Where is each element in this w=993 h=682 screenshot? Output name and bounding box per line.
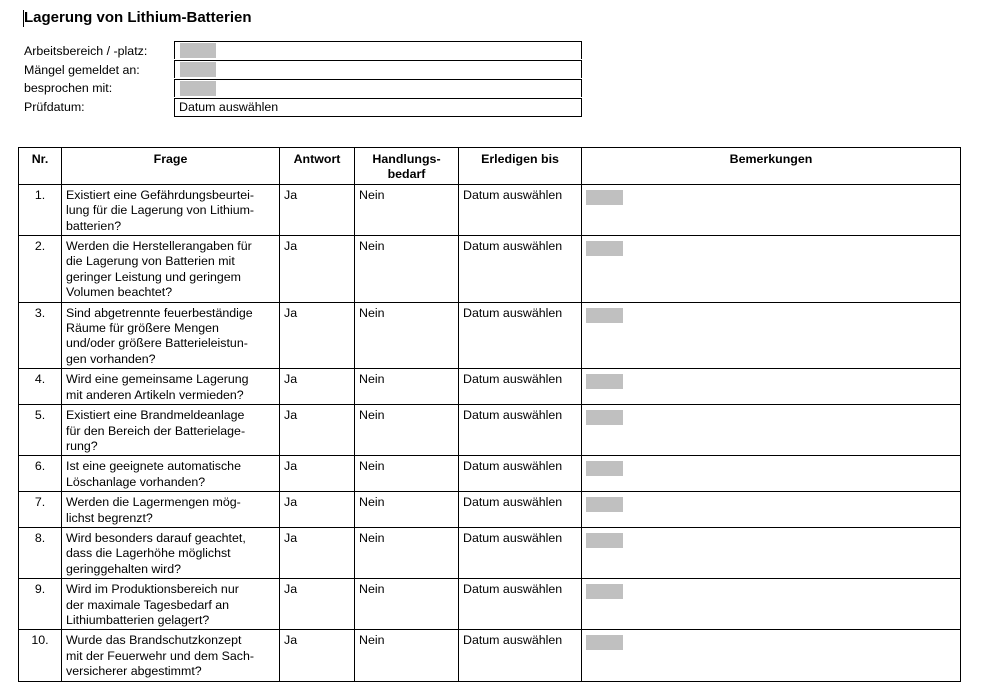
question-line: Räume für größere Mengen (66, 321, 219, 336)
header-nr: Nr. (19, 148, 62, 185)
question-line: versicherer abgestimmt? (66, 664, 202, 679)
meta-label-arbeitsbereich: Arbeitsbereich / -platz: (24, 44, 148, 58)
question-line: Ist eine geeignete automatische (66, 459, 241, 474)
empty-field-placeholder[interactable] (180, 43, 216, 58)
table-row (19, 236, 961, 303)
question-line: die Lagerung von Batterien mit (66, 254, 235, 269)
handlungsbedarf-dropdown[interactable]: Nein (355, 630, 459, 681)
table-row (19, 630, 961, 681)
empty-field-placeholder[interactable] (586, 190, 623, 205)
question-line: für den Bereich der Batterielage- (66, 423, 246, 438)
document-title: Lagerung von Lithium-Batterien (24, 9, 252, 26)
table-row (19, 456, 961, 492)
bemerkungen-cell (582, 184, 961, 235)
erledigen-date-picker[interactable]: Datum auswählen (459, 492, 582, 528)
header-bemerkungen: Bemerkungen (582, 148, 961, 185)
row-number: 9. (19, 579, 62, 630)
row-number: 4. (19, 369, 62, 405)
question-line: Löschanlage vorhanden? (66, 474, 206, 489)
question-line: und/oder größere Batterieleistun- (66, 336, 248, 351)
answer-dropdown[interactable]: Ja (280, 579, 355, 630)
question-text (62, 492, 280, 528)
handlungsbedarf-dropdown[interactable]: Nein (355, 184, 459, 235)
bemerkungen-cell (582, 369, 961, 405)
bemerkungen-cell (582, 630, 961, 681)
question-line: geringgehalten wird? (66, 561, 182, 576)
question-text (62, 236, 280, 303)
meta-label-besprochen: besprochen mit: (24, 81, 113, 95)
row-number: 6. (19, 456, 62, 492)
answer-dropdown[interactable]: Ja (280, 630, 355, 681)
table-row (19, 527, 961, 578)
bemerkungen-cell (582, 579, 961, 630)
arbeitsbereich-field[interactable] (174, 41, 582, 59)
table-header-row (19, 148, 961, 185)
answer-dropdown[interactable]: Ja (280, 184, 355, 235)
row-number: 3. (19, 302, 62, 369)
question-line: Wird im Produktionsbereich nur (66, 582, 239, 597)
erledigen-date-picker[interactable]: Datum auswählen (459, 630, 582, 681)
answer-dropdown[interactable]: Ja (280, 302, 355, 369)
bemerkungen-cell (582, 405, 961, 456)
empty-field-placeholder[interactable] (586, 308, 623, 323)
question-line: lichst begrenzt? (66, 510, 153, 525)
question-text (62, 302, 280, 369)
question-line: Wird eine gemeinsame Lagerung (66, 372, 249, 387)
question-line: Werden die Herstellerangaben für (66, 239, 252, 254)
handlungsbedarf-dropdown[interactable]: Nein (355, 456, 459, 492)
answer-dropdown[interactable]: Ja (280, 456, 355, 492)
empty-field-placeholder[interactable] (586, 635, 623, 650)
question-line: Werden die Lagermengen mög- (66, 495, 241, 510)
bemerkungen-cell (582, 236, 961, 303)
question-line: lung für die Lagerung von Lithium- (66, 203, 255, 218)
question-line: Lithiumbatterien gelagert? (66, 612, 210, 627)
question-line: Wird besonders darauf geachtet, (66, 530, 246, 545)
bemerkungen-cell (582, 527, 961, 578)
question-line: batterien? (66, 218, 122, 233)
question-line: Existiert eine Brandmeldeanlage (66, 408, 245, 423)
table-row (19, 492, 961, 528)
question-line: Sind abgetrennte feuerbeständige (66, 305, 253, 320)
header-frage: Frage (62, 148, 280, 185)
erledigen-date-picker[interactable]: Datum auswählen (459, 405, 582, 456)
bemerkungen-cell (582, 456, 961, 492)
question-line: dass die Lagerhöhe möglichst (66, 546, 231, 561)
answer-dropdown[interactable]: Ja (280, 369, 355, 405)
row-number: 8. (19, 527, 62, 578)
question-text (62, 579, 280, 630)
meta-label-maengel: Mängel gemeldet an: (24, 63, 140, 77)
table-row (19, 405, 961, 456)
handlungsbedarf-dropdown[interactable]: Nein (355, 492, 459, 528)
bemerkungen-cell (582, 492, 961, 528)
checklist-table (18, 147, 961, 682)
empty-field-placeholder[interactable] (586, 584, 623, 599)
erledigen-date-picker[interactable]: Datum auswählen (459, 302, 582, 369)
question-line: rung? (66, 438, 98, 453)
header-handlungsbedarf: Handlungs- bedarf (355, 148, 459, 185)
handlungsbedarf-dropdown[interactable]: Nein (355, 369, 459, 405)
question-text (62, 369, 280, 405)
maengel-field[interactable] (174, 60, 582, 78)
table-row (19, 302, 961, 369)
erledigen-date-picker[interactable]: Datum auswählen (459, 579, 582, 630)
empty-field-placeholder[interactable] (586, 241, 623, 256)
question-line: mit anderen Artikeln vermieden? (66, 387, 244, 402)
row-number: 1. (19, 184, 62, 235)
question-line: geringer Leistung und geringem (66, 269, 241, 284)
handlungsbedarf-dropdown[interactable]: Nein (355, 236, 459, 303)
besprochen-field[interactable] (174, 79, 582, 97)
erledigen-date-picker[interactable]: Datum auswählen (459, 527, 582, 578)
question-text (62, 527, 280, 578)
table-row (19, 579, 961, 630)
question-text (62, 456, 280, 492)
question-line: gen vorhanden? (66, 351, 156, 366)
handlungsbedarf-dropdown[interactable]: Nein (355, 527, 459, 578)
answer-dropdown[interactable]: Ja (280, 492, 355, 528)
question-text (62, 405, 280, 456)
question-line: Wurde das Brandschutzkonzept (66, 633, 242, 648)
question-line: der maximale Tagesbedarf an (66, 597, 230, 612)
empty-field-placeholder[interactable] (586, 497, 623, 512)
table-row (19, 369, 961, 405)
row-number: 10. (19, 630, 62, 681)
erledigen-date-picker[interactable]: Datum auswählen (459, 236, 582, 303)
erledigen-date-picker[interactable]: Datum auswählen (459, 369, 582, 405)
handlungsbedarf-dropdown[interactable]: Nein (355, 579, 459, 630)
empty-field-placeholder[interactable] (180, 62, 216, 77)
empty-field-placeholder[interactable] (586, 461, 623, 476)
header-antwort: Antwort (280, 148, 355, 185)
question-line: Volumen beachtet? (66, 285, 173, 300)
row-number: 5. (19, 405, 62, 456)
bemerkungen-cell (582, 302, 961, 369)
answer-dropdown[interactable]: Ja (280, 405, 355, 456)
question-text (62, 184, 280, 235)
erledigen-date-picker[interactable]: Datum auswählen (459, 456, 582, 492)
row-number: 2. (19, 236, 62, 303)
table-row (19, 184, 961, 235)
question-line: Existiert eine Gefährdungsbeurtei- (66, 187, 255, 202)
question-line: mit der Feuerwehr und dem Sach- (66, 648, 255, 663)
question-text (62, 630, 280, 681)
handlungsbedarf-dropdown[interactable]: Nein (355, 405, 459, 456)
header-erledigen: Erledigen bis (459, 148, 582, 185)
meta-label-pruefdatum: Prüfdatum: (24, 100, 85, 114)
empty-field-placeholder[interactable] (586, 533, 623, 548)
erledigen-date-picker[interactable]: Datum auswählen (459, 184, 582, 235)
pruefdatum-field[interactable] (174, 98, 582, 117)
empty-field-placeholder[interactable] (586, 410, 623, 425)
date-picker[interactable]: Datum auswählen (179, 100, 279, 114)
answer-dropdown[interactable]: Ja (280, 527, 355, 578)
empty-field-placeholder[interactable] (180, 81, 216, 96)
answer-dropdown[interactable]: Ja (280, 236, 355, 303)
empty-field-placeholder[interactable] (586, 374, 623, 389)
handlungsbedarf-dropdown[interactable]: Nein (355, 302, 459, 369)
row-number: 7. (19, 492, 62, 528)
